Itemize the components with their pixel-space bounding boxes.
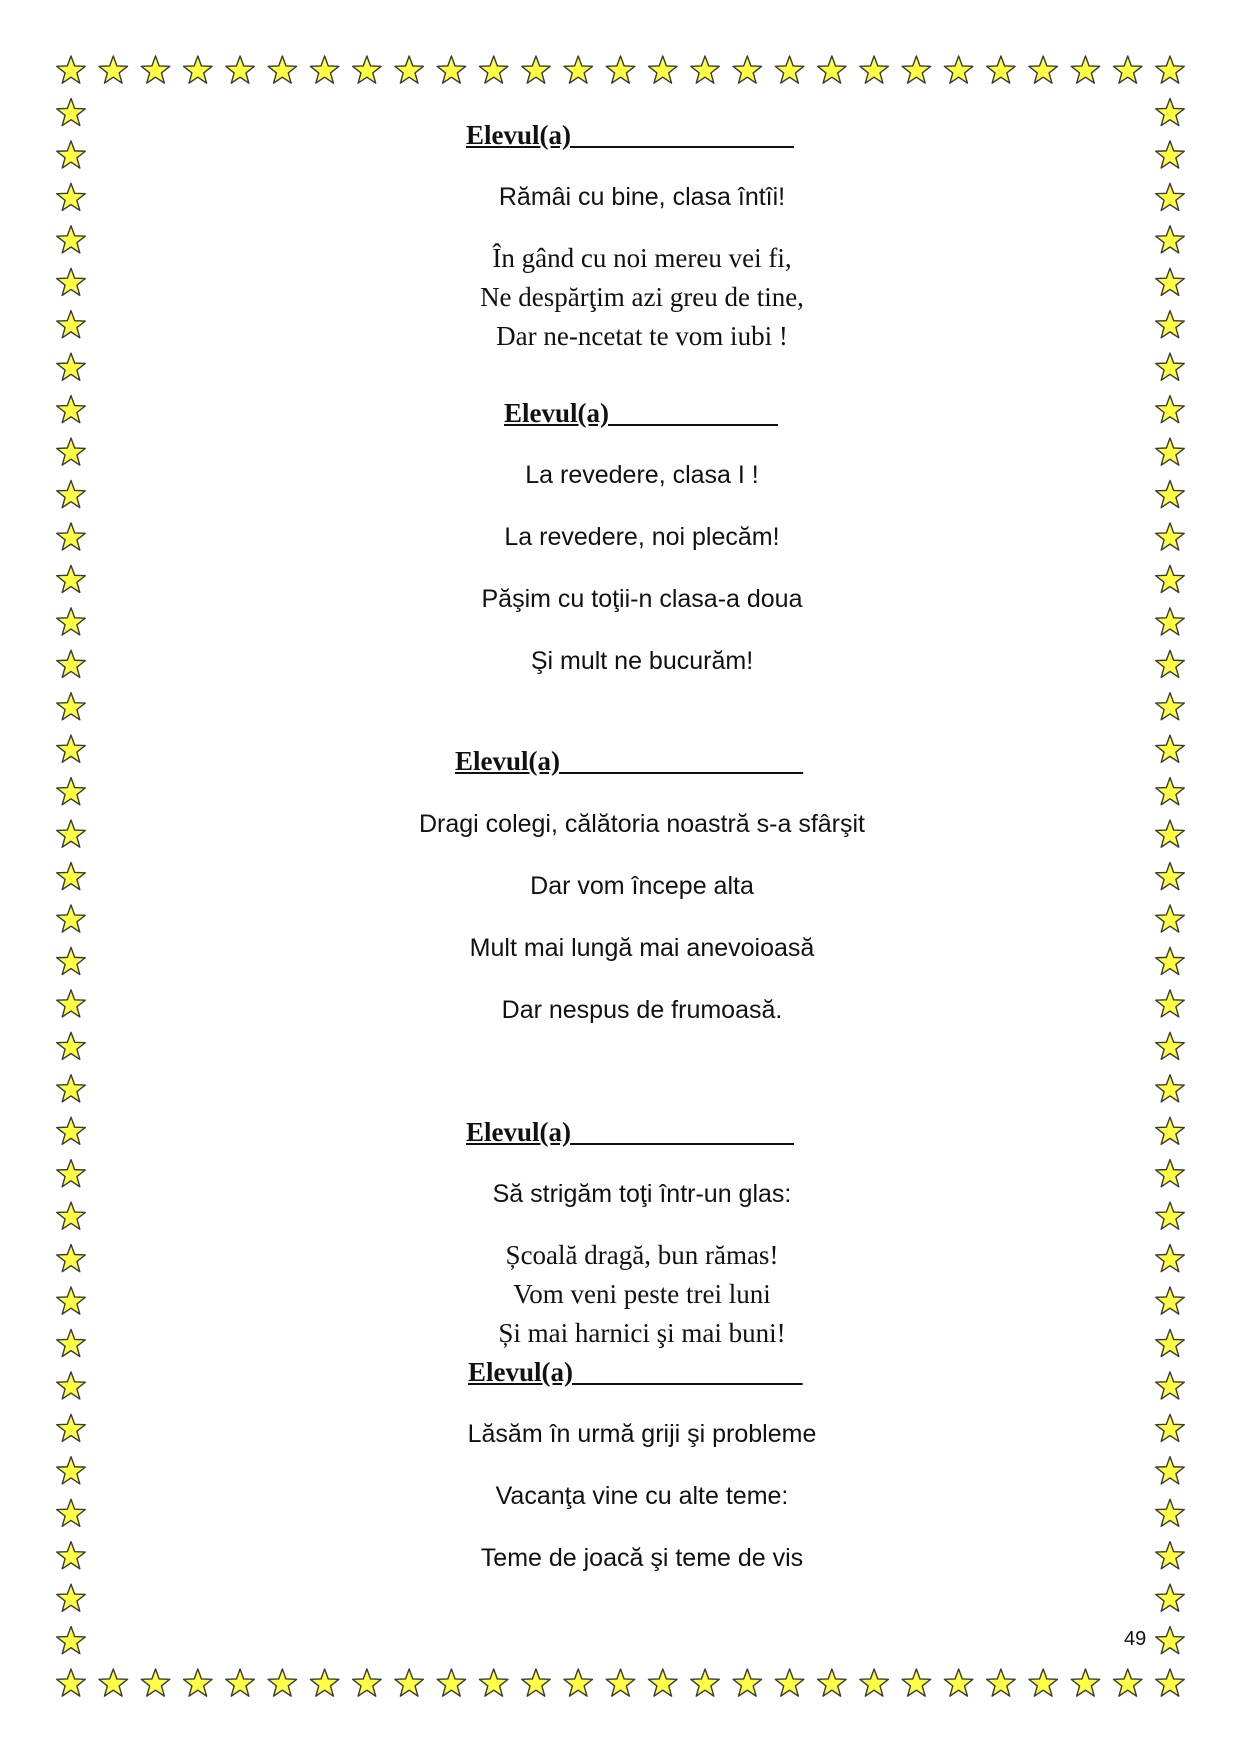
star-icon xyxy=(57,905,86,932)
star-icon xyxy=(57,1032,86,1059)
star-icon xyxy=(184,1669,213,1696)
star-icon xyxy=(353,1669,382,1696)
star-icon xyxy=(268,56,297,83)
star-icon xyxy=(57,396,86,423)
star-icon xyxy=(437,56,466,83)
star-icon xyxy=(1113,56,1142,83)
verse-line: Dar ne-ncetat te vom iubi ! xyxy=(496,321,788,351)
star-icon xyxy=(184,56,213,83)
poem-line: Să strigăm toţi într-un glas: xyxy=(492,1180,792,1208)
poem-line: La revedere, noi plecăm! xyxy=(504,523,780,551)
star-icon xyxy=(1156,1372,1185,1399)
star-icon xyxy=(1156,141,1185,168)
star-icon xyxy=(1156,1669,1185,1696)
star-icon xyxy=(1156,693,1185,720)
star-icon xyxy=(1071,1669,1100,1696)
star-icon xyxy=(775,1669,804,1696)
star-icon xyxy=(1029,1669,1058,1696)
star-icon xyxy=(1071,56,1100,83)
star-icon xyxy=(1156,1457,1185,1484)
page-number: 49 xyxy=(1124,1628,1147,1650)
star-icon xyxy=(1156,735,1185,762)
star-icon xyxy=(310,1669,339,1696)
star-icon xyxy=(733,1669,762,1696)
star-icon xyxy=(395,56,424,83)
star-icon xyxy=(479,1669,508,1696)
verse-line: Școală dragă, bun rămas! xyxy=(505,1240,779,1270)
star-icon xyxy=(818,56,847,83)
star-icon xyxy=(310,56,339,83)
star-icon xyxy=(395,1669,424,1696)
star-icon xyxy=(987,1669,1016,1696)
star-icon xyxy=(479,56,508,83)
star-icon xyxy=(1156,1075,1185,1102)
star-icon xyxy=(57,1584,86,1611)
star-icon xyxy=(860,1669,889,1696)
poem-line: Dragi colegi, călătoria noastră s-a sfârşit xyxy=(418,810,866,838)
star-icon xyxy=(99,56,128,83)
star-icon xyxy=(649,56,678,83)
star-icon xyxy=(437,1669,466,1696)
star-icon xyxy=(733,56,762,83)
star-icon xyxy=(1156,1032,1185,1059)
star-icon xyxy=(1156,353,1185,380)
star-icon xyxy=(268,1669,297,1696)
star-icon xyxy=(522,56,551,83)
star-icon xyxy=(353,56,382,83)
verse-line: În gând cu noi mereu vei fi, xyxy=(492,243,792,273)
star-icon xyxy=(57,1457,86,1484)
star-icon xyxy=(522,1669,551,1696)
poem-line: Mult mai lungă mai anevoioasă xyxy=(469,934,815,962)
star-icon xyxy=(57,1669,86,1696)
star-icon xyxy=(57,141,86,168)
section-heading: Elevul(a) ________________ xyxy=(466,120,794,150)
star-icon xyxy=(1156,905,1185,932)
poem-line: Teme de joacă şi teme de vis xyxy=(480,1544,804,1572)
star-icon xyxy=(57,1372,86,1399)
poem-line: Păşim cu toţii-n clasa-a doua xyxy=(481,585,803,613)
star-icon xyxy=(1156,56,1185,83)
star-icon xyxy=(944,56,973,83)
section-heading: Elevul(a)__________________ xyxy=(455,746,803,776)
poem-line: La revedere, clasa I ! xyxy=(525,461,759,489)
star-icon xyxy=(141,1669,170,1696)
star-icon xyxy=(987,56,1016,83)
star-icon xyxy=(99,1669,128,1696)
star-icon xyxy=(1029,56,1058,83)
poem-line: Rămâi cu bine, clasa întîi! xyxy=(498,183,786,211)
star-icon xyxy=(57,778,86,805)
star-icon xyxy=(226,56,255,83)
star-icon xyxy=(57,735,86,762)
star-icon xyxy=(564,1669,593,1696)
star-icon xyxy=(1156,396,1185,423)
star-icon xyxy=(564,56,593,83)
section-heading: Elevul(a) ________________ xyxy=(466,1117,794,1147)
star-icon xyxy=(57,353,86,380)
verse-line: Vom veni peste trei luni xyxy=(513,1279,771,1309)
section-heading: Elevul(a) ____________ xyxy=(504,398,778,428)
star-icon xyxy=(141,56,170,83)
star-icon xyxy=(1156,778,1185,805)
star-icon xyxy=(606,56,635,83)
poem-line: Dar vom începe alta xyxy=(530,872,754,900)
star-icon xyxy=(649,1669,678,1696)
verse-line: Și mai harnici şi mai buni! xyxy=(498,1318,786,1348)
star-icon xyxy=(818,1669,847,1696)
poem-line: Lăsăm în urmă griji şi probleme xyxy=(467,1420,817,1448)
star-icon xyxy=(226,1669,255,1696)
star-icon xyxy=(902,1669,931,1696)
star-icon xyxy=(57,1117,86,1144)
star-icon xyxy=(944,1669,973,1696)
star-icon xyxy=(1156,1117,1185,1144)
poem-line: Şi mult ne bucurăm! xyxy=(530,647,754,675)
star-icon xyxy=(57,693,86,720)
star-icon xyxy=(1156,98,1185,125)
star-icon xyxy=(775,56,804,83)
star-icon xyxy=(57,98,86,125)
star-icon xyxy=(902,56,931,83)
star-icon xyxy=(606,1669,635,1696)
star-icon xyxy=(860,56,889,83)
poem-line: Dar nespus de frumoasă. xyxy=(501,996,783,1024)
star-icon xyxy=(57,1075,86,1102)
poem-line: Vacanţa vine cu alte teme: xyxy=(495,1482,789,1510)
section-heading: Elevul(a)_________________ xyxy=(468,1357,803,1387)
star-icon xyxy=(1156,1584,1185,1611)
star-icon xyxy=(1156,1627,1185,1654)
star-icon xyxy=(57,1627,86,1654)
star-icon xyxy=(1113,1669,1142,1696)
star-icon xyxy=(57,56,86,83)
verse-line: Ne despărţim azi greu de tine, xyxy=(480,282,804,312)
star-icon xyxy=(691,56,720,83)
star-icon xyxy=(691,1669,720,1696)
